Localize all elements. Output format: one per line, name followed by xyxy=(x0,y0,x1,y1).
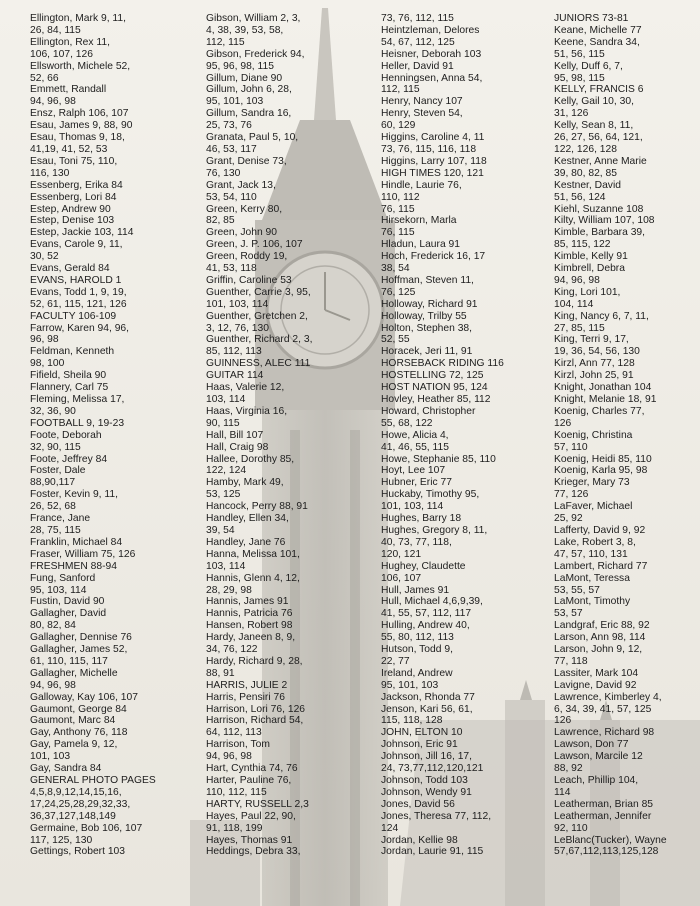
index-entry: 117, 125, 130 xyxy=(30,834,93,846)
index-entry: Henry, Steven 54, xyxy=(381,108,463,120)
index-entry: 53, 57 xyxy=(554,608,583,620)
index-entry: Henningsen, Anna 54, xyxy=(381,72,483,84)
index-entry: Krieger, Mary 73 xyxy=(554,477,630,489)
index-entry: 39, 80, 82, 85 xyxy=(554,167,617,179)
index-entry: Johnson, Wendy 91 xyxy=(381,786,472,798)
index-entry: Hardy, Janeen 8, 9, xyxy=(206,632,296,644)
index-entry: Harrison, Tom xyxy=(206,739,270,751)
index-entry: Hansen, Robert 98 xyxy=(206,620,293,632)
index-entry: Heintzleman, Delores xyxy=(381,24,480,36)
index-entry: GUINNESS, ALEC 111 xyxy=(206,358,311,370)
index-entry: Gallagher, Dennise 76 xyxy=(30,632,132,644)
index-entry: Evans, Gerald 84 xyxy=(30,263,110,275)
index-entry: Esau, James 9, 88, 90 xyxy=(30,120,133,132)
index-entry: 106, 107, 126 xyxy=(30,48,93,60)
index-entry: Esau, Thomas 9, 18, xyxy=(30,132,125,144)
index-entry: Hanna, Melissa 101, xyxy=(206,548,300,560)
index-entry: Kilty, William 107, 108 xyxy=(554,215,655,227)
index-entry: Gay, Pamela 9, 12, xyxy=(30,739,118,751)
index-entry: 73, 76, 115, 116, 118 xyxy=(381,143,477,155)
index-entry: Gallagher, Michelle xyxy=(30,667,118,679)
index-entry: 53, 55, 57 xyxy=(554,584,600,596)
index-entry: Harrison, Lori 76, 126 xyxy=(206,703,306,715)
index-entry: 6, 34, 39, 41, 57, 125 xyxy=(554,703,652,715)
index-entry: 26, 84, 115 xyxy=(30,24,81,36)
index-entry: 85, 112, 113 xyxy=(206,346,262,358)
index-entry: Keane, Michelle 77 xyxy=(554,24,642,36)
index-entry: 101, 103 xyxy=(30,751,71,763)
index-entry: 122, 126, 128 xyxy=(554,143,617,155)
index-entry: Gibson, Frederick 94, xyxy=(206,48,305,60)
index-entry: Griffin, Caroline 53 xyxy=(206,274,292,286)
index-entry: Hutson, Todd 9, xyxy=(381,644,453,656)
index-entry: Fustin, David 90 xyxy=(30,596,105,608)
index-entry: 47, 57, 110, 131 xyxy=(554,548,628,560)
index-entry: Kiehl, Suzanne 108 xyxy=(554,203,644,215)
index-entry: Ellington, Mark 9, 11, xyxy=(30,13,126,24)
index-entry: Holloway, Richard 91 xyxy=(381,298,478,310)
index-entry: King, Nancy 6, 7, 11, xyxy=(554,310,649,322)
index-entry: 120, 121 xyxy=(381,548,422,560)
index-entry: Ensz, Ralph 106, 107 xyxy=(30,108,129,120)
index-entry: Lafferty, David 9, 92 xyxy=(554,524,646,536)
index-entry: HIGH TIMES 120, 121 xyxy=(381,167,484,179)
index-entry: Gillum, Sandra 16, xyxy=(206,108,292,120)
index-entry: Guenther, Carrie 3, 95, xyxy=(206,286,311,298)
index-entry: 76, 130 xyxy=(206,167,241,179)
index-entry: Green, John 90 xyxy=(206,227,277,239)
index-entry: 22, 77 xyxy=(381,655,410,667)
index-entry: Farrow, Karen 94, 96, xyxy=(30,322,130,334)
index-entry: Gay, Anthony 76, 118 xyxy=(30,727,128,739)
index-entry: Estep, Denise 103 xyxy=(30,215,115,227)
index-entry: 32, 36, 90 xyxy=(30,405,76,417)
index-entry: 31, 126 xyxy=(554,108,589,120)
index-entry: Henry, Nancy 107 xyxy=(381,96,463,108)
index-entry: Kelly, Sean 8, 11, xyxy=(554,120,634,132)
index-entry: Harris, Pensiri 76 xyxy=(206,691,285,703)
index-entry: Hladun, Laura 91 xyxy=(381,239,461,251)
index-entry: 95, 101, 103 xyxy=(206,96,264,108)
index-entry: Heddings, Debra 33, xyxy=(206,846,301,858)
index-entry: Hannis, James 91 xyxy=(206,596,289,608)
index-entry: Horacek, Jeri 11, 91 xyxy=(381,346,473,358)
index-entry: Hughes, Gregory 8, 11, xyxy=(381,524,488,536)
index-entry: 4,5,8,9,12,14,15,16, xyxy=(30,786,122,798)
index-entry: 88, 92 xyxy=(554,763,583,775)
index-entry: Gay, Sandra 84 xyxy=(30,763,102,775)
index-entry: Gallagher, James 52, xyxy=(30,644,128,656)
index-entry: LaFaver, Michael xyxy=(554,501,633,513)
index-entry: 3, 12, 76, 130 xyxy=(206,322,269,334)
index-entry: Gaumont, Marc 84 xyxy=(30,715,116,727)
index-entry: Green, Kerry 80, xyxy=(206,203,283,215)
index-entry: 19, 36, 54, 56, 130 xyxy=(554,346,640,358)
index-entry: 52, 61, 115, 121, 126 xyxy=(30,298,127,310)
index-entry: Gaumont, George 84 xyxy=(30,703,127,715)
index-entry: Howard, Christopher xyxy=(381,405,476,417)
index-entry: Lawrence, Richard 98 xyxy=(554,727,655,739)
index-entry: 27, 85, 115 xyxy=(554,322,605,334)
index-entry: Leach, Phillip 104, xyxy=(554,775,639,786)
index-entry: 94, 96, 98 xyxy=(30,679,76,691)
index-entry: 88, 91 xyxy=(206,667,235,679)
index-entry: Handley, Jane 76 xyxy=(206,536,286,548)
index-entry: 90, 115 xyxy=(206,417,240,429)
index-entry: 28, 29, 98 xyxy=(206,584,252,596)
index-entry: Knight, Melanie 18, 91 xyxy=(554,394,657,405)
index-entry: Kirzl, John 25, 91 xyxy=(554,370,634,382)
index-entry: 54, 67, 112, 125 xyxy=(381,36,455,48)
index-entry: Kimbrell, Debra xyxy=(554,263,625,275)
index-entry: 95, 103, 114 xyxy=(30,584,87,596)
index-entry: Hoyt, Lee 107 xyxy=(381,465,446,477)
index-entry: GENERAL PHOTO PAGES xyxy=(30,775,156,786)
index-entry: Hayes, Paul 22, 90, xyxy=(206,810,296,822)
index-entry: LeBlanc(Tucker), Wayne xyxy=(554,834,667,846)
index-entry: Evans, Carole 9, 11, xyxy=(30,239,123,251)
index-entry: Holton, Stephen 38, xyxy=(381,322,473,334)
index-entry: Johnson, Todd 103 xyxy=(381,775,468,786)
index-entry: Hughey, Claudette xyxy=(381,560,466,572)
index-entry: Leatherman, Brian 85 xyxy=(554,798,654,810)
index-entry: Lawrence, Kimberley 4, xyxy=(554,691,662,703)
index-entry: 116, 130 xyxy=(30,167,70,179)
index-column-3 xyxy=(381,13,551,858)
index-entry: 51, 56, 124 xyxy=(554,191,606,203)
index-entry: Jones, Theresa 77, 112, xyxy=(381,810,492,822)
index-entry: Johnson, Jill 16, 17, xyxy=(381,751,473,763)
index-entry: Gibson, William 2, 3, xyxy=(206,13,301,24)
index-entry: Gettings, Robert 103 xyxy=(30,846,126,858)
index-entry: Lawson, Don 77 xyxy=(554,739,629,751)
index-entry: Essenberg, Lori 84 xyxy=(30,191,117,203)
index-entry: Ellsworth, Michele 52, xyxy=(30,60,131,72)
index-entry: 34, 76, 122 xyxy=(206,644,258,656)
index-entry: 25, 73, 76 xyxy=(206,120,252,132)
index-entry: Kimble, Kelly 91 xyxy=(554,251,628,263)
index-entry: Foster, Kevin 9, 11, xyxy=(30,489,118,501)
index-entry: 26, 52, 68 xyxy=(30,501,76,513)
index-entry: Green, Roddy 19, xyxy=(206,251,288,263)
index-entry: Koenig, Karla 95, 98 xyxy=(554,465,648,477)
index-entry: Fraser, William 75, 126 xyxy=(30,548,136,560)
index-entry: Howe, Stephanie 85, 110 xyxy=(381,453,496,465)
index-entry: Hancock, Perry 88, 91 xyxy=(206,501,308,513)
index-entry: Hubner, Eric 77 xyxy=(381,477,452,489)
index-entry: Lambert, Richard 77 xyxy=(554,560,648,572)
index-entry: Essenberg, Erika 84 xyxy=(30,179,123,191)
index-entry: 53, 54, 110 xyxy=(206,191,257,203)
index-entry: 76, 125 xyxy=(381,286,416,298)
index-entry: HORSEBACK RIDING 116 xyxy=(381,358,504,370)
index-entry: JUNIORS 73-81 xyxy=(554,13,629,24)
index-entry: Kimble, Barbara 39, xyxy=(554,227,646,239)
index-entry: Larson, John 9, 12, xyxy=(554,644,643,656)
index-entry: Guenther, Gretchen 2, xyxy=(206,310,308,322)
index-column-4 xyxy=(554,13,700,858)
index-entry: Evans, Todd 1, 9, 19, xyxy=(30,286,127,298)
index-entry: Hamby, Mark 49, xyxy=(206,477,284,489)
index-entry: 41, 55, 57, 112, 117 xyxy=(381,608,472,620)
index-entry: Kestner, Anne Marie xyxy=(554,155,647,167)
index-entry: 110, 112 xyxy=(381,191,420,203)
index-entry: Hallee, Dorothy 85, xyxy=(206,453,295,465)
index-entry: 115, 118, 128 xyxy=(381,715,443,727)
index-entry: 88,90,117 xyxy=(30,477,76,489)
index-entry: 51, 56, 115 xyxy=(554,48,605,60)
index-entry: Franklin, Michael 84 xyxy=(30,536,123,548)
index-entry: Lawson, Marcile 12 xyxy=(554,751,643,763)
index-entry: Koenig, Christina xyxy=(554,429,633,441)
index-entry: Grant, Jack 13, xyxy=(206,179,276,191)
index-entry: Leatherman, Jennifer xyxy=(554,810,652,822)
index-entry: 73, 76, 112, 115 xyxy=(381,13,454,24)
index-entry: 53, 125 xyxy=(206,489,241,501)
index-entry: Hart, Cynthia 74, 76 xyxy=(206,763,298,775)
index-entry: 94, 96, 98 xyxy=(30,96,76,108)
index-entry: Foster, Dale xyxy=(30,465,86,477)
index-entry: 126 xyxy=(554,715,572,727)
index-entry: Lavigne, David 92 xyxy=(554,679,637,691)
index-entry: 30, 52 xyxy=(30,251,59,263)
index-entry: Estep, Andrew 90 xyxy=(30,203,111,215)
index-entry: Hindle, Laurie 76, xyxy=(381,179,462,191)
index-entry: 57,67,112,113,125,128 xyxy=(554,846,659,858)
index-entry: Galloway, Kay 106, 107 xyxy=(30,691,138,703)
index-entry: 77, 126 xyxy=(554,489,589,501)
index-entry: Knight, Jonathan 104 xyxy=(554,382,652,394)
index-entry: 94, 96, 98 xyxy=(554,274,600,286)
index-entry: 96, 98 xyxy=(30,334,59,346)
index-entry: Howe, Alicia 4, xyxy=(381,429,449,441)
index-entry: Haas, Valerie 12, xyxy=(206,382,285,394)
index-entry: 61, 110, 115, 117 xyxy=(30,655,108,667)
index-entry: Higgins, Larry 107, 118 xyxy=(381,155,487,167)
index-entry: Feldman, Kenneth xyxy=(30,346,115,358)
index-entry: Fung, Sanford xyxy=(30,572,96,584)
index-entry: Fleming, Melissa 17, xyxy=(30,394,125,405)
index-entry: 4, 38, 39, 53, 58, xyxy=(206,24,284,36)
index-entry: Fifield, Sheila 90 xyxy=(30,370,107,382)
index-entry: Kestner, David xyxy=(554,179,621,191)
index-entry: Handley, Ellen 34, xyxy=(206,513,289,525)
index-entry: Jordan, Kellie 98 xyxy=(381,834,458,846)
index-entry: Kelly, Gail 10, 30, xyxy=(554,96,634,108)
index-entry: Hall, Craig 98 xyxy=(206,441,269,453)
index-entry: 17,24,25,28,29,32,33, xyxy=(30,798,131,810)
index-entry: Heller, David 91 xyxy=(381,60,454,72)
index-entry: Hannis, Patricia 76 xyxy=(206,608,293,620)
index-entry: Hoch, Frederick 16, 17 xyxy=(381,251,486,263)
index-entry: 82, 85 xyxy=(206,215,235,227)
index-entry: HOST NATION 95, 124 xyxy=(381,382,488,394)
index-entry: 112, 115 xyxy=(381,84,420,96)
index-entry: 94, 96, 98 xyxy=(206,751,252,763)
index-entry: 57, 110 xyxy=(554,441,588,453)
index-entry: Hull, Michael 4,6,9,39, xyxy=(381,596,483,608)
index-entry: FRESHMEN 88-94 xyxy=(30,560,117,572)
index-entry: Jackson, Rhonda 77 xyxy=(381,691,475,703)
index-entry: Jenson, Kari 56, 61, xyxy=(381,703,473,715)
index-entry: 52, 66 xyxy=(30,72,59,84)
index-entry: 76, 115 xyxy=(381,203,415,215)
index-entry: 98, 100 xyxy=(30,358,65,370)
index-entry: King, Terri 9, 17, xyxy=(554,334,629,346)
index-entry: 46, 53, 117 xyxy=(206,143,257,155)
index-entry: 91, 118, 199 xyxy=(206,822,263,834)
index-entry: Johnson, Eric 91 xyxy=(381,739,458,751)
index-entry: Hannis, Glenn 4, 12, xyxy=(206,572,300,584)
index-entry: 55, 80, 112, 113 xyxy=(381,632,454,644)
index-entry: Higgins, Caroline 4, 11 xyxy=(381,132,485,144)
index-entry: GUITAR 114 xyxy=(206,370,264,382)
index-entry: 126 xyxy=(554,417,572,429)
index-entry: 106, 107 xyxy=(381,572,422,584)
index-entry: Lassiter, Mark 104 xyxy=(554,667,639,679)
index-entry: 38, 54 xyxy=(381,263,410,275)
index-entry: 39, 54 xyxy=(206,524,235,536)
index-entry: 41, 46, 55, 115 xyxy=(381,441,449,453)
index-entry: France, Jane xyxy=(30,513,91,525)
index-entry: Hoffman, Steven 11, xyxy=(381,274,474,286)
index-column-2 xyxy=(206,13,374,858)
index-entry: Harrison, Richard 54, xyxy=(206,715,304,727)
index-entry: Foote, Deborah xyxy=(30,429,102,441)
index-entry: HARTY, RUSSELL 2,3 xyxy=(206,798,309,810)
index-entry: King, Lori 101, xyxy=(554,286,621,298)
index-entry: 80, 82, 84 xyxy=(30,620,76,632)
index-entry: 112, 115 xyxy=(206,36,245,48)
index-entry: 40, 73, 77, 118, xyxy=(381,536,452,548)
index-entry: Hardy, Richard 9, 28, xyxy=(206,655,303,667)
index-entry: 64, 112, 113 xyxy=(206,727,262,739)
index-column-1 xyxy=(30,13,195,858)
index-entry: 95, 98, 115 xyxy=(554,72,605,84)
index-entry: FOOTBALL 9, 19-23 xyxy=(30,417,125,429)
index-entry: Green, J. P. 106, 107 xyxy=(206,239,303,251)
index-entry: Ellington, Rex 11, xyxy=(30,36,110,48)
index-entry: 114 xyxy=(554,786,571,798)
index-entry: Kelly, Duff 6, 7, xyxy=(554,60,623,72)
index-entry: Esau, Toni 75, 110, xyxy=(30,155,118,167)
index-entry: 110, 112, 115 xyxy=(206,786,267,798)
index-entry: 95, 101, 103 xyxy=(381,679,439,691)
index-entry: Holloway, Trilby 55 xyxy=(381,310,467,322)
index-entry: 92, 110 xyxy=(554,822,588,834)
index-entry: JOHN, ELTON 10 xyxy=(381,727,463,739)
index-entry: 101, 103, 114 xyxy=(206,298,269,310)
index-entry: Gallagher, David xyxy=(30,608,107,620)
index-entry: Jones, David 56 xyxy=(381,798,455,810)
index-entry: Emmett, Randall xyxy=(30,84,107,96)
index-entry: Keene, Sandra 34, xyxy=(554,36,640,48)
index-entry: Hull, James 91 xyxy=(381,584,450,596)
index-entry: 104, 114 xyxy=(554,298,594,310)
index-entry: Jordan, Laurie 91, 115 xyxy=(381,846,484,858)
index-entry: Hovley, Heather 85, 112 xyxy=(381,394,491,405)
index-entry: Germaine, Bob 106, 107 xyxy=(30,822,143,834)
index-entry: 36,37,127,148,149 xyxy=(30,810,116,822)
index-entry: Guenther, Richard 2, 3, xyxy=(206,334,313,346)
index-entry: 28, 75, 115 xyxy=(30,524,81,536)
index-entry: Koenig, Heidi 85, 110 xyxy=(554,453,652,465)
index-entry: 103, 114 xyxy=(206,394,246,405)
index-entry: Hughes, Barry 18 xyxy=(381,513,462,525)
index-entry: 101, 103, 114 xyxy=(381,501,444,513)
index-entry: 95, 96, 98, 115 xyxy=(206,60,274,72)
index-entry: Kirzl, Ann 77, 128 xyxy=(554,358,635,370)
index-entry: Ireland, Andrew xyxy=(381,667,453,679)
index-entry: Granata, Paul 5, 10, xyxy=(206,132,299,144)
index-entry: Flannery, Carl 75 xyxy=(30,382,109,394)
index-entry: Hulling, Andrew 40, xyxy=(381,620,470,632)
index-entry: Koenig, Charles 77, xyxy=(554,405,645,417)
index-entry: HARRIS, JULIE 2 xyxy=(206,679,288,691)
index-entry: Haas, Virginia 16, xyxy=(206,405,288,417)
index-entry: Estep, Jackie 103, 114 xyxy=(30,227,134,239)
index-entry: 24, 73,77,112,120,121 xyxy=(381,763,484,775)
index-entry: 25, 92 xyxy=(554,513,583,525)
index-entry: 32, 90, 115 xyxy=(30,441,81,453)
index-entry: Lake, Robert 3, 8, xyxy=(554,536,636,548)
index-entry: Heisner, Deborah 103 xyxy=(381,48,482,60)
index-entry: 124 xyxy=(381,822,399,834)
index-entry: 122, 124 xyxy=(206,465,247,477)
index-entry: Hirsekorn, Marla xyxy=(381,215,457,227)
index-entry: EVANS, HAROLD 1 xyxy=(30,274,122,286)
index-entry: Harter, Pauline 76, xyxy=(206,775,292,786)
index-entry: 26, 27, 56, 64, 121, xyxy=(554,132,643,144)
index-entry: Foote, Jeffrey 84 xyxy=(30,453,108,465)
index-entry: Hayes, Thomas 91 xyxy=(206,834,293,846)
index-entry: FACULTY 106-109 xyxy=(30,310,117,322)
index-entry: LaMont, Teressa xyxy=(554,572,630,584)
index-entry: 60, 129 xyxy=(381,120,416,132)
index-entry: Grant, Denise 73, xyxy=(206,155,287,167)
index-entry: Landgraf, Eric 88, 92 xyxy=(554,620,650,632)
index-entry: 52, 55 xyxy=(381,334,410,346)
index-entry: LaMont, Timothy xyxy=(554,596,631,608)
index-entry: 103, 114 xyxy=(206,560,246,572)
index-entry: Huckaby, Timothy 95, xyxy=(381,489,480,501)
index-entry: Hall, Bill 107 xyxy=(206,429,264,441)
index-entry: Gillum, John 6, 28, xyxy=(206,84,292,96)
index-entry: 41,19, 41, 52, 53 xyxy=(30,143,108,155)
index-entry: 76, 115 xyxy=(381,227,415,239)
index-entry: Gillum, Diane 90 xyxy=(206,72,283,84)
index-entry: 55, 68, 122 xyxy=(381,417,433,429)
index-entry: Larson, Ann 98, 114 xyxy=(554,632,646,644)
index-entry: 77, 118 xyxy=(554,655,588,667)
index-entry: 85, 115, 122 xyxy=(554,239,611,251)
index-entry: KELLY, FRANCIS 6 xyxy=(554,84,644,96)
index-entry: 41, 53, 118 xyxy=(206,263,257,275)
index-entry: HOSTELLING 72, 125 xyxy=(381,370,484,382)
